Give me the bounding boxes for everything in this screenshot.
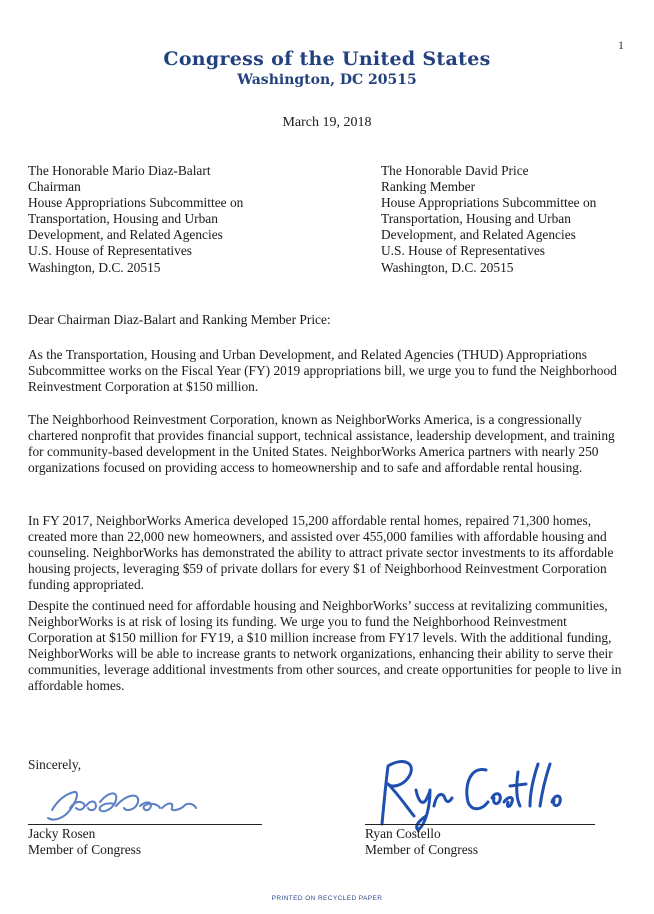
body-paragraph: The Neighborhood Reinvestment Corporation, known as NeighborWorks America, is a congressionally chartered nonprofit that provides financial support, technical assistance, leadership development, and training for community-based development in the United States. NeighborWorks America partners with nearly 250 organizations focused on providing access to homeownership and to safe and affordable rental housing. [28, 412, 615, 475]
address-line: The Honorable David Price [381, 163, 529, 178]
signer-title: Member of Congress [365, 842, 479, 857]
signature-ryan-costello [368, 750, 583, 835]
address-line: Washington, D.C. 20515 [381, 259, 514, 275]
salutation: Dear Chairman Diaz-Balart and Ranking Member Price: [28, 312, 331, 327]
recycled-paper-footer: PRINTED ON RECYCLED PAPER [271, 895, 383, 902]
signature-line-right [365, 824, 595, 825]
signer-block-right [365, 826, 478, 858]
address-line: Transportation, Housing and Urban [381, 211, 571, 227]
signer-name: Ryan Costello [365, 826, 441, 841]
body-paragraph: In FY 2017, NeighborWorks America developed 15,200 affordable rental homes, repaired 71,300 homes, created more than 22,000 new homeowners, and assisted over 455,000 families with affordable housing and counseling. NeighborWorks has demonstrated the ability to attract private sector investments to its affordable housing projects, leveraging $59 of private dollars for every $1 of Neighborhood Reinvestment Corporation funding appropriated. [28, 513, 614, 592]
address-line: House Appropriations Subcommittee on [28, 195, 244, 211]
signer-name: Jacky Rosen [28, 826, 96, 841]
letterhead-title: Congress of the United States [163, 48, 491, 70]
address-line: U.S. House of Representatives [381, 243, 546, 259]
address-line: House Appropriations Subcommittee on [381, 195, 597, 211]
address-line: Development, and Related Agencies [381, 227, 576, 243]
letterhead [0, 48, 654, 88]
letter-date: March 19, 2018 [282, 115, 372, 130]
page-number: 1 [618, 38, 624, 52]
signature-jacky-rosen [30, 772, 240, 830]
address-line: Chairman [28, 179, 81, 195]
closing: Sincerely, [28, 757, 82, 772]
address-line: Washington, D.C. 20515 [28, 259, 161, 275]
address-line: U.S. House of Representatives [28, 243, 193, 259]
recipient-address-left [28, 163, 243, 276]
letterhead-subtitle: Washington, DC 20515 [237, 72, 417, 88]
signature-line-left [28, 824, 262, 825]
recipient-address-right [381, 163, 596, 276]
signer-title: Member of Congress [28, 842, 142, 857]
body-paragraph: Despite the continued need for affordable housing and NeighborWorks’ success at revitalizing communities, NeighborWorks is at risk of losing its funding. We urge you to fund the Neighborhood Reinvestment Corporation at $150 million for FY19, a $10 million increase from FY17 levels. With the additional funding, NeighborWorks will be able to increase grants to network organizations, enhancing their ability to serve their communities, leverage additional investments from other sources, and create opportunities for people to live in affordable homes. [28, 598, 622, 693]
address-line: The Honorable Mario Diaz-Balart [28, 163, 211, 178]
signer-block-left [28, 826, 141, 858]
address-line: Ranking Member [381, 179, 476, 195]
body-paragraph: As the Transportation, Housing and Urban Development, and Related Agencies (THUD) Appropriations Subcommittee works on the Fiscal Year (FY) 2019 appropriations bill, we urge you to fund the Neighborhood Reinvestment Corporation at $150 million. [28, 347, 617, 394]
address-line: Transportation, Housing and Urban [28, 211, 218, 227]
address-line: Development, and Related Agencies [28, 227, 223, 243]
